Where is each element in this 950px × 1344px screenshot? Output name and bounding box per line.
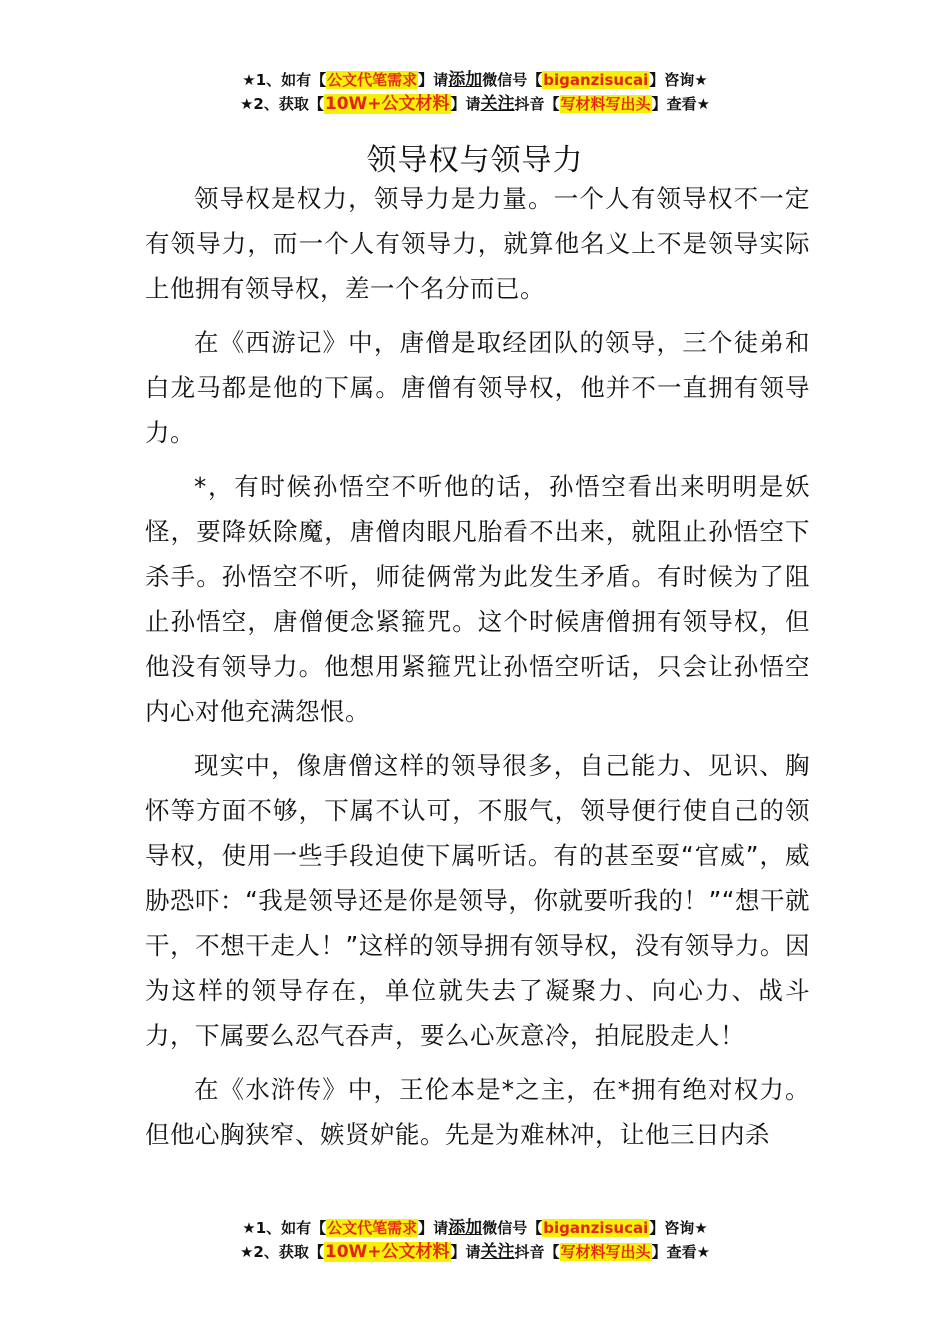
- promo-line-2: ★2、获取【10W+公文材料】请关注抖音【写材料写出头】查看★: [239, 94, 711, 114]
- paragraph-4: 现实中，像唐僧这样的领导很多，自己能力、见识、胸怀等方面不够，下属不认可，不服气，领导便行使自己的领导权，使用一些手段迫使下属听话。有的甚至耍“官威”，威胁恐吓：“我是领导还是你是领导，你就要听我的！”“想干就干，不想干走人！”这样的领导拥有领导权，没有领导力。因为这样的领导存在，单位就失去了凝聚力、向心力、战斗力，下属要么忍气吞声，要么心灰意冷，拍屁股走人！: [145, 751, 810, 1050]
- highlight-douyin-account: 写材料写出头: [560, 1243, 651, 1261]
- promo-line-2: ★2、获取【10W+公文材料】请关注抖音【写材料写出头】查看★: [239, 1242, 711, 1262]
- footer-promo-banner: [0, 1216, 950, 1264]
- highlight-wechat-id: biganzisucai: [543, 1219, 649, 1237]
- paragraph-3: *，有时候孙悟空不听他的话，孙悟空看出来明明是妖怪，要降妖除魔，唐僧肉眼凡胎看不出来，就阻止孙悟空下杀手。孙悟空不听，师徒俩常为此发生矛盾。有时候为了阻止孙悟空，唐僧便念紧箍咒。这个时候唐僧拥有领导权，但他没有领导力。他想用紧箍咒让孙悟空听话，只会让孙悟空内心对他充满怨恨。: [145, 472, 810, 726]
- article-body: [145, 176, 810, 1206]
- page-title: 领导权与领导力: [366, 143, 584, 179]
- highlight-materials: 10W+公文材料: [324, 94, 450, 114]
- highlight-materials: 10W+公文材料: [324, 1242, 450, 1262]
- paragraph-2: 在《西游记》中，唐僧是取经团队的领导，三个徒弟和白龙马都是他的下属。唐僧有领导权，他并不一直拥有领导力。: [145, 328, 810, 447]
- paragraph-5: 在《水浒传》中，王伦本是*之主，在*拥有绝对权力。但他心胸狭窄、嫉贤妒能。先是为难林冲，让他三日内杀: [145, 1075, 810, 1149]
- promo-line-1: ★1、如有【公文代笔需求】请添加微信号【biganzisucai】咨询★: [242, 1218, 708, 1238]
- highlight-wechat-id: biganzisucai: [543, 71, 649, 89]
- highlight-ghostwriting: 公文代笔需求: [327, 71, 418, 89]
- highlight-douyin-account: 写材料写出头: [560, 95, 651, 113]
- highlight-ghostwriting: 公文代笔需求: [327, 1219, 418, 1237]
- header-promo-banner: [0, 68, 950, 116]
- paragraph-1: 领导权是权力，领导力是力量。一个人有领导权不一定有领导力，而一个人有领导力，就算他名义上不是领导实际上他拥有领导权，差一个名分而已。: [145, 184, 810, 303]
- promo-line-1: ★1、如有【公文代笔需求】请添加微信号【biganzisucai】咨询★: [242, 70, 708, 90]
